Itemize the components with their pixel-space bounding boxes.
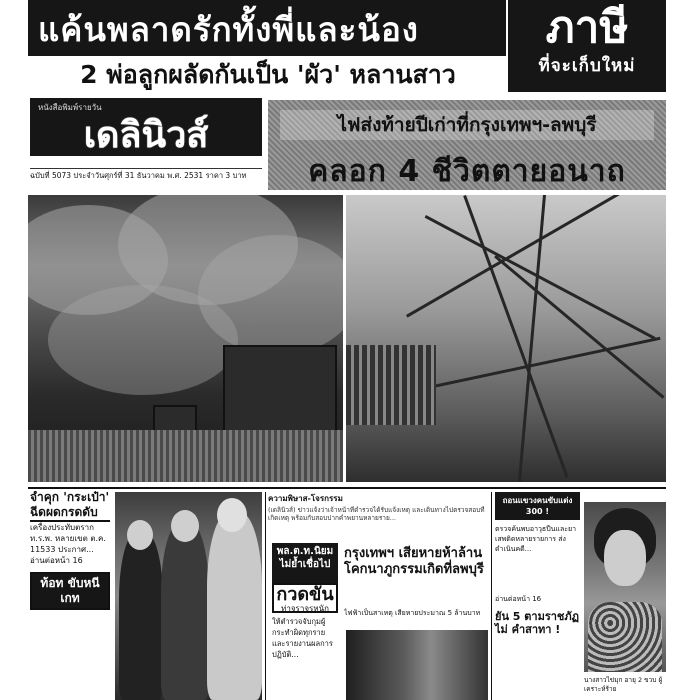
tax-teaser-box <box>508 0 666 92</box>
damage-story-headline: กรุงเทพฯ เสียหายห้าล้าน โคกนาภูกรรมเกิดที่ลพบุรี <box>344 546 484 577</box>
left-news-column <box>30 490 110 700</box>
left-column-headline: จำคุก 'กระเป๋า' ฉีดผดกรดดับ <box>30 490 110 522</box>
divider <box>28 487 666 489</box>
fire-photo <box>28 195 343 482</box>
main-story-subhead: ไฟส่งท้ายปีเก่าที่กรุงเทพฯ-ลพบุรี <box>280 110 654 140</box>
crackdown-box <box>272 583 338 613</box>
crackdown-body: ให้ตำรวจจับกุมผู้กระทำผิดทุกราย และรายงานผลการปฏิบัติ... <box>272 617 333 659</box>
police-box-line1: พล.ต.ท.นิยม <box>276 546 334 557</box>
masthead <box>30 98 262 156</box>
masthead-title: เดลินิวส์ <box>83 114 209 156</box>
right-column-headline: ยัน 5 ตามราชภัฏไม่ คำสาทา ! <box>495 610 580 636</box>
girl-portrait-photo <box>584 502 666 672</box>
police-box-line2: ไม่ย้ำเชื่อไป <box>279 559 331 570</box>
damage-photo <box>346 630 488 700</box>
tax-teaser-subtitle: ที่จะเก็บใหม่ <box>538 56 636 76</box>
portrait-caption: นางสาวไข่มุก อายุ 2 ขวบ ผู้เคราะห์ร้าย <box>584 676 663 693</box>
damage-story-subhead: ไฟฟ้าเป็นสาเหตุ เสียหายประมาณ 5 ล้านบาท <box>344 609 481 617</box>
right-news-column <box>495 492 580 700</box>
divider <box>491 492 492 700</box>
divider <box>265 492 266 700</box>
left-column-body: เครื่องประทับตราก ท.ร.พ. หลายเขต ต.ค. 11533 ประกาศ... <box>30 523 106 554</box>
right-column-box: ถอนแขวงคนขับแต่ง 300 ! <box>495 492 580 520</box>
right-column-jump: อ่านต่อหน้า 16 <box>495 595 542 603</box>
second-headline: 2 พ่อลูกผลัดกันเป็น 'ผัว' หลานสาว <box>80 60 456 89</box>
right-column-body: ตรวจค้นพบอาวุธปืนและยาเสพติดหลายรายการ ส่งดำเนินคดี... <box>495 525 577 553</box>
crime-brief-head: ความพิษาส-โจรกรรม <box>268 494 343 503</box>
left-column-jump: อ่านต่อหน้า 16 <box>30 556 83 565</box>
collapsed-building-photo <box>346 195 666 482</box>
police-box <box>272 543 338 583</box>
tax-teaser-title: ภาษี <box>545 2 629 53</box>
crackdown-box-sub: ท่าจราจรหนัก <box>281 604 329 613</box>
crackdown-box-title: กวดขัน <box>276 584 334 605</box>
main-story-panel <box>268 100 666 190</box>
main-story-headline: คลอก 4 ชีวิตตายอนาถ <box>308 154 626 189</box>
top-headline: แค้นพลาดรักทั้งพี่และน้อง <box>28 0 506 56</box>
dateline: ฉบับที่ 5073 ประจำวันศุกร์ที่ 31 ธันวาคม พ.ศ. 2531 ราคา 3 บาท <box>30 168 262 182</box>
left-column-box: ท้อท ขับหนีเกท <box>30 572 110 610</box>
people-photo <box>115 492 262 700</box>
masthead-kicker: หนังสือพิมพ์รายวัน <box>38 103 102 112</box>
crime-brief-body: (เดลินิวส์) ข่าวแจ้งว่าเจ้าหน้าที่ตำรวจได้รับแจ้งเหตุ และเดินทางไปตรวจสอบที่เกิดเหตุ พร้อมกับสอบปากคำพยานหลายราย... <box>268 506 485 522</box>
